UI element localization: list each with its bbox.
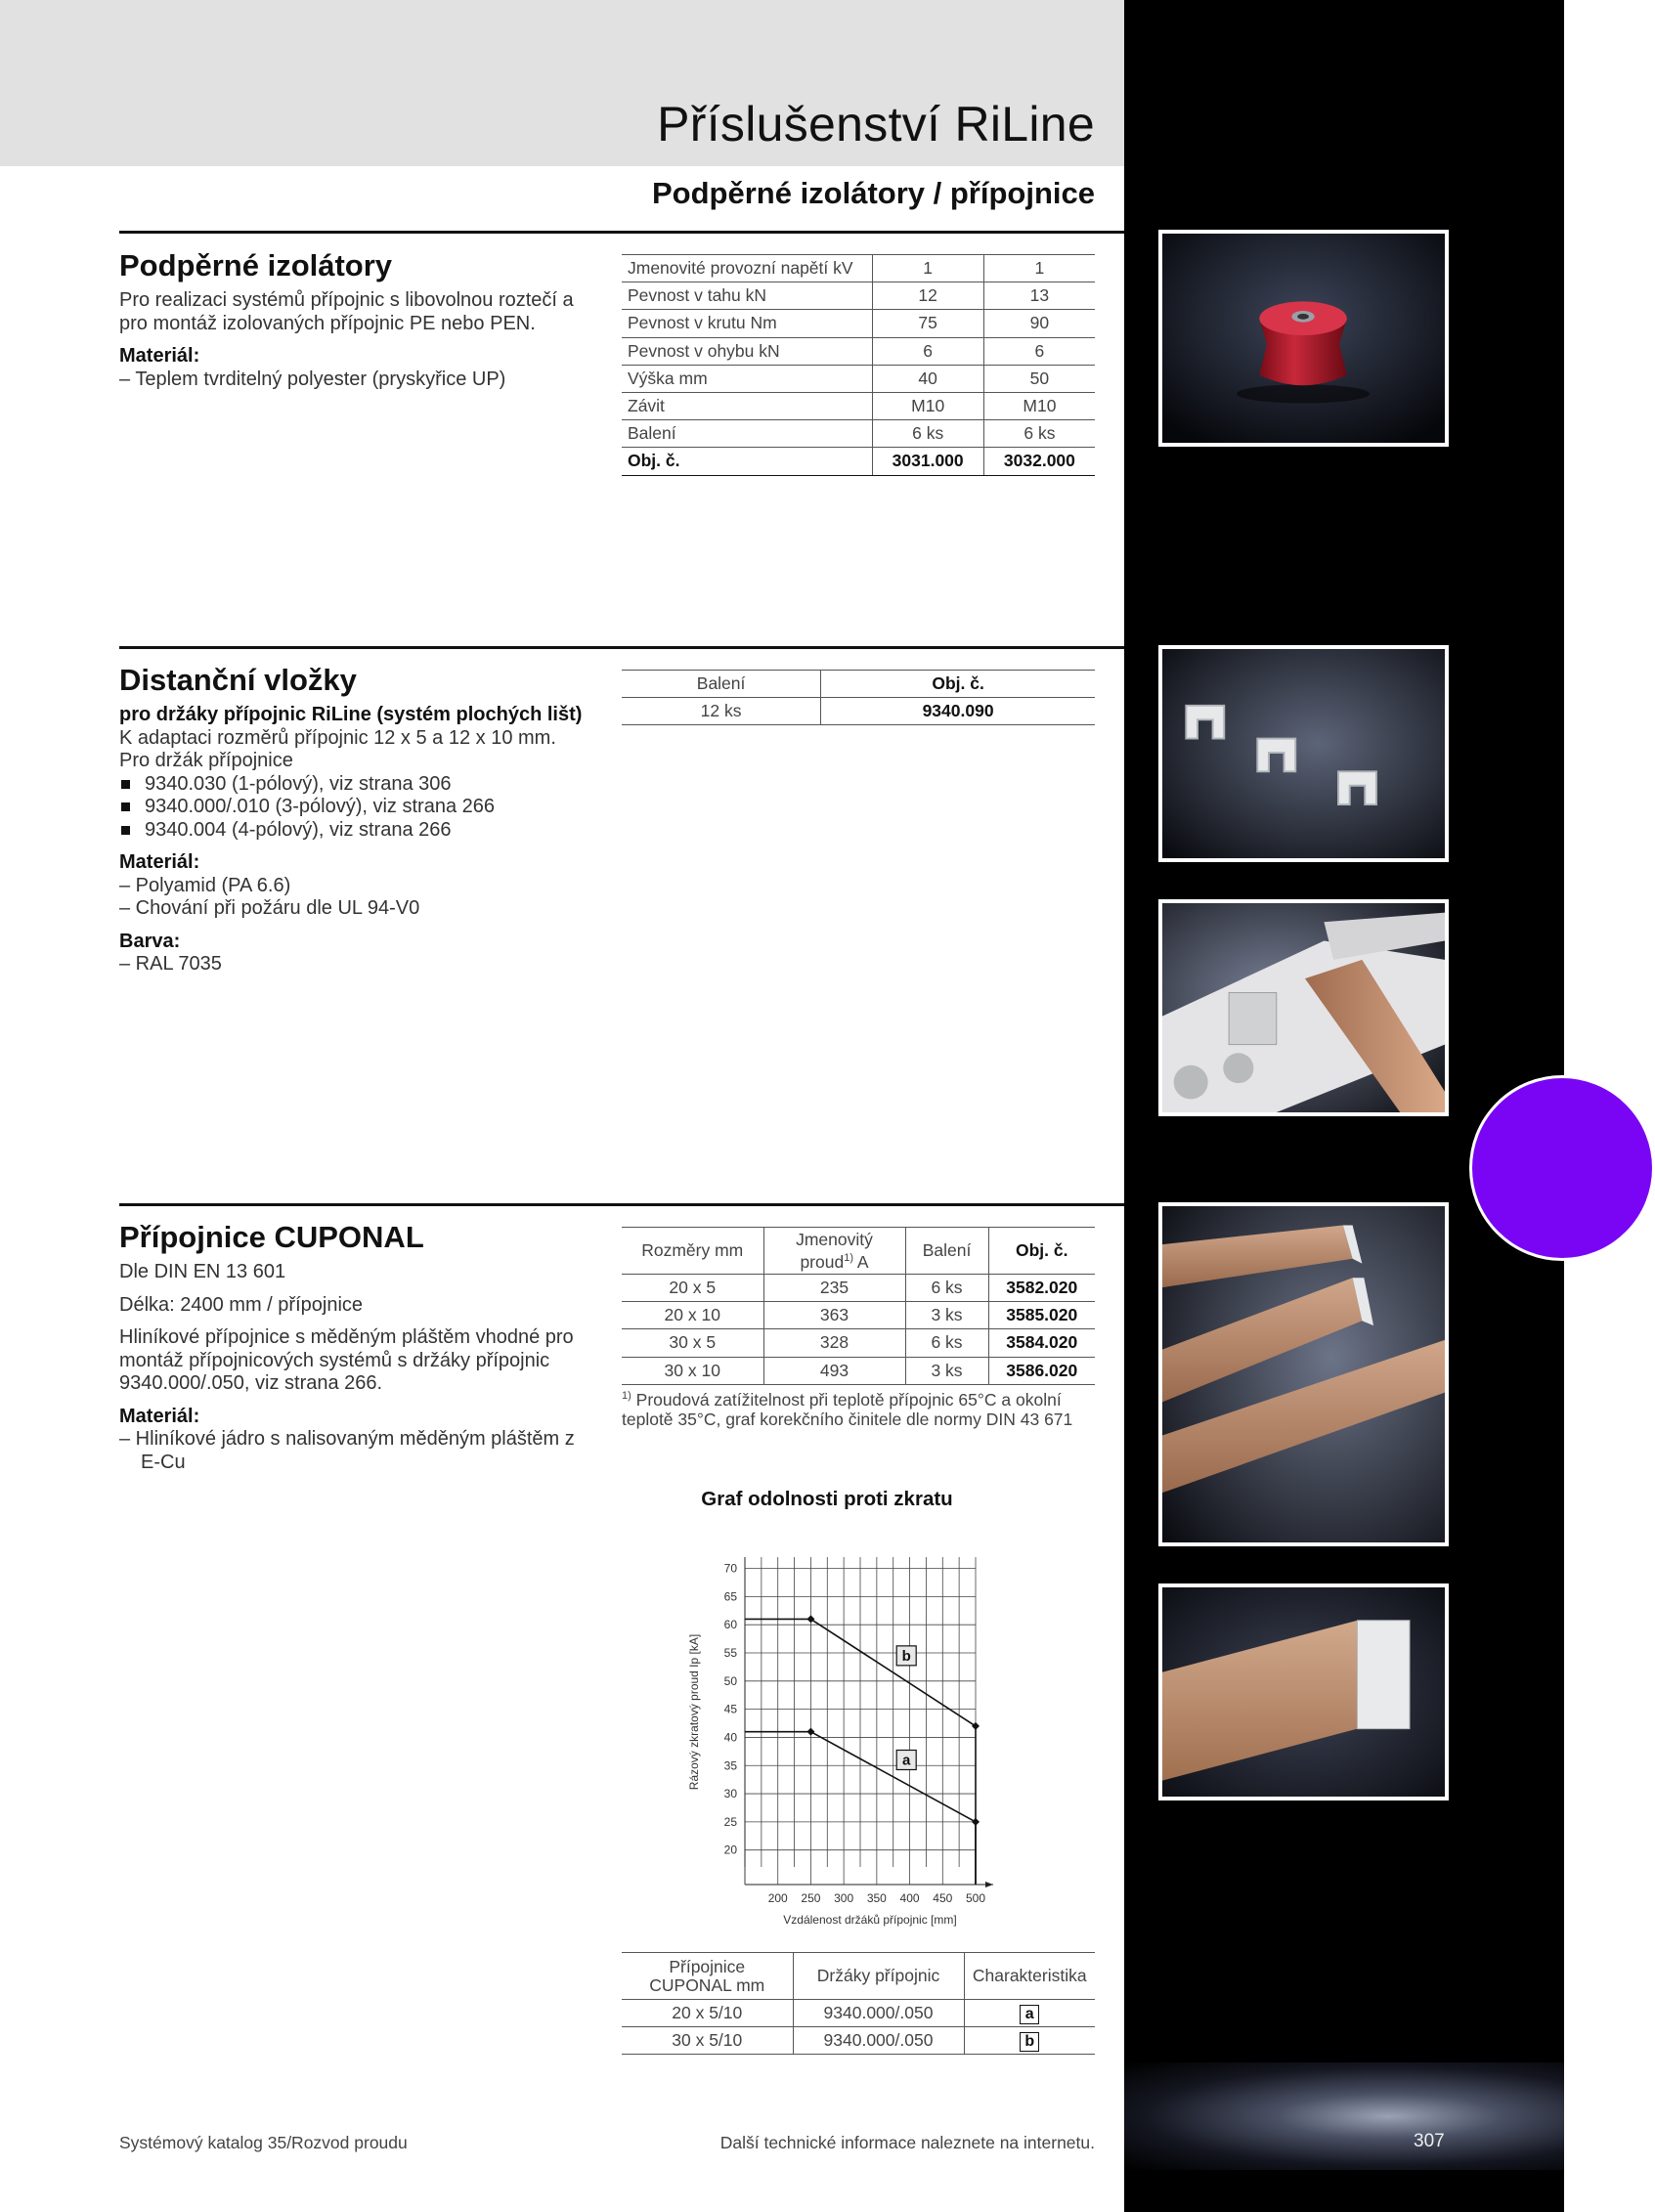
material-label: Materiál: [119,1405,200,1427]
material-label: Materiál: [119,851,200,873]
x-tick-label: 300 [834,1891,854,1905]
y-tick-label: 50 [723,1673,737,1688]
y-tick-label: 55 [723,1645,737,1660]
y-tick-label: 30 [723,1787,737,1801]
page-subtitle: Podpěrné izolátory / přípojnice [651,176,1095,210]
bullet-square [121,802,130,811]
y-tick-label: 25 [723,1814,737,1829]
section-divider [119,646,1124,649]
cuponal-busbars-photo [1158,1202,1449,1546]
series-label-b: b [901,1647,911,1665]
table-row: 20 x 5 235 6 ks 3582.020 [622,1275,1095,1302]
footer-catalog: Systémový katalog 35/Rozvod proudu [119,2133,408,2152]
x-axis-arrow [985,1882,993,1887]
y-tick-label: 40 [723,1730,737,1745]
short-circuit-chart [684,1530,1017,1927]
table-row: 30 x 10 493 3 ks 3586.020 [622,1357,1095,1384]
list-item: 9340.000/.010 (3-pólový), viz strana 266 [119,796,598,819]
light-streak [1124,2062,1564,2170]
chapter-tab-marker [1469,1075,1655,1261]
y-tick-label: 20 [723,1843,737,1857]
table-row: 30 x 5/10 9340.000/.050 b [622,2027,1095,2055]
material-item: – Chování při požáru dle UL 94-V0 [119,897,420,919]
insulator-photo [1158,230,1449,447]
table-row: Jmenovité provozní napětí kV 1 1 [622,255,1095,282]
x-tick-label: 350 [866,1891,887,1905]
section-description: Hliníkové přípojnice s měděným pláštěm vhodné pro montáž přípojnicových systémů s držáky přípojnic 9340.000/.050, viz strana 266. [119,1326,574,1394]
table-row: 12 ks 9340.090 [622,698,1095,725]
table-row: Závit M10 M10 [622,392,1095,419]
table-row: Výška mm 40 50 [622,365,1095,392]
characteristics-table [622,1952,1095,2055]
section-description: Pro držák přípojnice [119,750,293,771]
table-row: Pevnost v tahu kN 12 13 [622,282,1095,310]
cuponal-section [119,1220,598,1474]
list-item: 9340.030 (1-pólový), viz strana 306 [119,773,598,797]
table-header-row: Přípojnice CUPONAL mm Držáky přípojnic Charakteristika [622,1953,1095,2000]
table-row: Balení 6 ks 6 ks [622,420,1095,448]
busbar-holder-photo [1158,899,1449,1116]
cuponal-table [622,1227,1095,1385]
table-row: 30 x 5 328 6 ks 3584.020 [622,1329,1095,1357]
list-item: 9340.004 (4-pólový), viz strana 266 [119,819,598,843]
spacers-section [119,663,598,976]
section-description: K adaptaci rozměrů přípojnic 12 x 5 a 12 x 10 mm. [119,726,556,749]
section-line: Délka: 2400 mm / přípojnice [119,1293,364,1316]
y-axis-label: Rázový zkratový proud Ip [kA] [687,1633,701,1791]
section-divider [119,1203,1124,1206]
data-point-b [806,1615,814,1623]
chart-title: Graf odolnosti proti zkratu [701,1488,953,1510]
x-axis-label: Vzdálenost držáků přípojnic [mm] [783,1913,957,1927]
material-item: – Hliníkové jádro s nalisovaným měděným pláštěm z E-Cu [119,1428,575,1473]
y-tick-label: 60 [723,1618,737,1632]
x-tick-label: 500 [965,1891,986,1905]
bullet-square [121,780,130,789]
spacers-table [622,670,1095,725]
y-tick-label: 35 [723,1758,737,1773]
bullet-square [121,826,130,835]
table-row: Pevnost v ohybu kN 6 6 [622,337,1095,365]
footer-info: Další technické informace naleznete na internetu. [719,2133,1095,2152]
x-tick-label: 200 [767,1891,788,1905]
table-row: Pevnost v krutu Nm 75 90 [622,310,1095,337]
y-tick-label: 70 [723,1561,737,1576]
material-label: Materiál: [119,345,200,367]
section-title: Přípojnice CUPONAL [119,1220,424,1254]
y-tick-label: 65 [723,1589,737,1604]
y-tick-label: 45 [723,1702,737,1716]
section-title: Distanční vložky [119,663,357,697]
cuponal-profile-photo [1158,1583,1449,1800]
section-line: Dle DIN EN 13 601 [119,1261,286,1282]
characteristic-badge: a [1020,2005,1039,2024]
section-title: Podpěrné izolátory [119,248,393,282]
series-label-a: a [902,1752,911,1769]
x-tick-label: 400 [899,1891,920,1905]
section-divider [119,231,1124,234]
x-tick-label: 450 [933,1891,953,1905]
insulators-section [119,248,598,391]
table-row: 20 x 5/10 9340.000/.050 a [622,2000,1095,2027]
characteristic-badge: b [1020,2032,1039,2052]
material-item: – Teplem tvrditelný polyester (pryskyřice UP) [119,368,506,390]
page-title: Příslušenství RiLine [657,97,1095,152]
table-row: 20 x 10 363 3 ks 3585.020 [622,1302,1095,1329]
section-lead: pro držáky přípojnic RiLine (systém plochých lišt) [119,704,583,725]
section-description: Pro realizaci systémů přípojnic s libovolnou roztečí a pro montáž izolovaných přípojnic PE nebo PEN. [119,289,574,334]
material-item: – Polyamid (PA 6.6) [119,874,291,896]
color-item: – RAL 7035 [119,953,222,975]
color-label: Barva: [119,930,181,952]
spacer-photo [1158,645,1449,862]
insulators-spec-table [622,254,1095,476]
order-number-row: Obj. č. 3031.000 3032.000 [622,448,1095,475]
x-tick-label: 250 [801,1891,821,1905]
page-number: 307 [1414,2131,1445,2151]
data-point-a [806,1728,814,1736]
footnote: $^{1)}$ Proudová zatížitelnost při teplotě přípojnic 65°C a okolní teplotě 35°C, graf korekčního činitele dle normy DIN 43 671 [622,1389,1073,1429]
table-header-row: Rozměry mm Jmenovitý proud$^{1)}$ A Balení Obj. č. [622,1228,1095,1275]
table-header-row: Balení Obj. č. [622,671,1095,698]
